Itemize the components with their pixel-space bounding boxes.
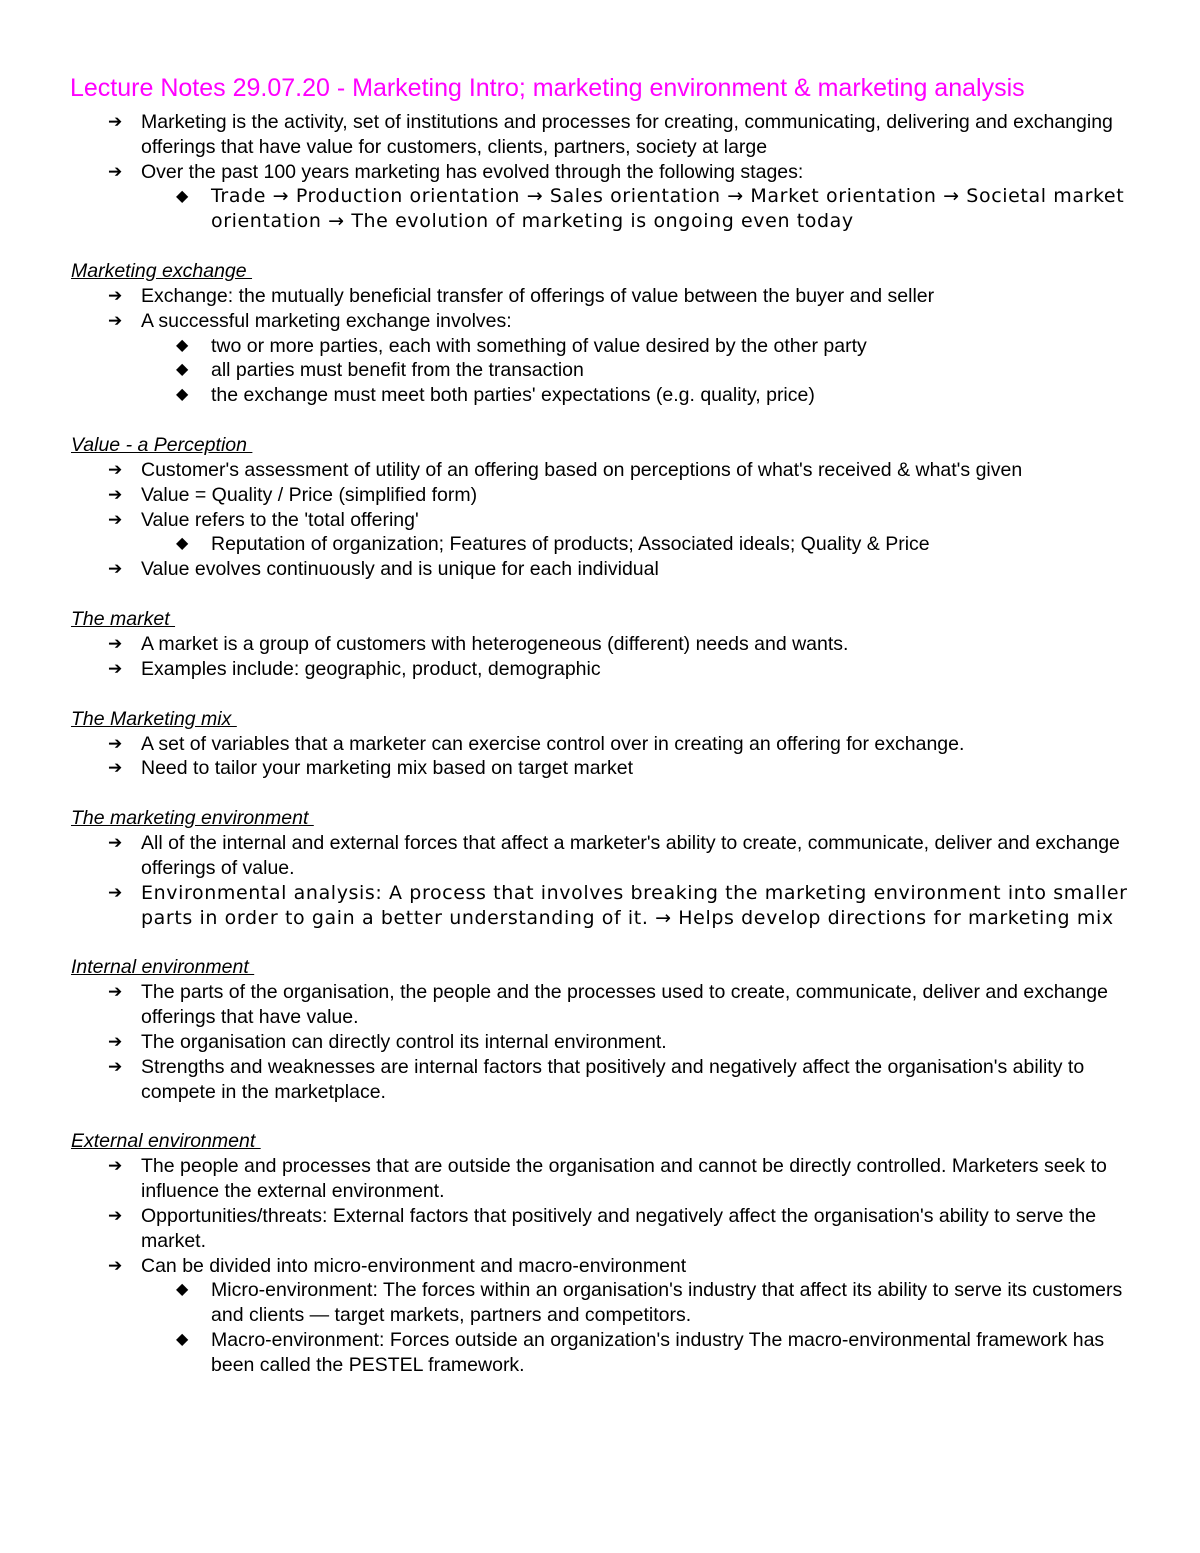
notes-body	[0, 110, 1200, 1377]
list-item	[0, 284, 1200, 309]
arrow-bullet-icon: ➔	[108, 161, 123, 181]
section-market	[0, 607, 1200, 682]
list-item-text: Marketing is the activity, set of institutions and processes for creating, communicating, delivering and exchanging offerings that have value for customers, clients, partners, society at large	[141, 111, 1113, 158]
list-item	[0, 1154, 1200, 1204]
arrow-bullet-icon: ➔	[108, 833, 123, 853]
list-item-text: The people and processes that are outside the organisation and cannot be directly controlled. Marketers seek to influence the external environment.	[141, 1155, 1107, 1203]
sub-list-item-text: two or more parties, each with something of value desired by the other party	[211, 334, 867, 357]
sub-list-item	[0, 358, 1200, 383]
arrow-bullet-icon: ➔	[108, 758, 123, 778]
arrow-bullet-icon: ➔	[108, 633, 123, 653]
section-heading: Internal environment	[71, 956, 255, 979]
list-item-text: Examples include: geographic, product, demographic	[141, 657, 601, 680]
sub-list-item-text: Macro-environment: Forces outside an organization's industry The macro-environmental framework has been called the PESTEL framework.	[211, 1328, 1105, 1376]
list-item-text: Can be divided into micro-environment and macro-environment	[141, 1254, 687, 1277]
section-list	[0, 732, 1200, 782]
list-item	[0, 160, 1200, 185]
diamond-bullet-icon: ◆	[176, 1281, 189, 1299]
arrow-bullet-icon: ➔	[108, 559, 123, 579]
list-item	[0, 831, 1200, 881]
section-list	[0, 1154, 1200, 1377]
list-item	[0, 881, 1200, 931]
arrow-bullet-icon: ➔	[108, 733, 123, 753]
arrow-bullet-icon: ➔	[108, 285, 123, 305]
list-item	[0, 458, 1200, 483]
list-item-text: Strengths and weaknesses are internal factors that positively and negatively affect the organisation's ability to compete in the marketplace.	[141, 1055, 1085, 1103]
section-list	[0, 632, 1200, 682]
sub-list-item	[0, 184, 1200, 234]
section-marketing-environment	[0, 806, 1200, 930]
section-heading: The market	[71, 607, 176, 630]
list-item-text: A set of variables that a marketer can exercise control over in creating an offering for exchange.	[141, 732, 965, 755]
section-list	[0, 980, 1200, 1104]
arrow-bullet-icon: ➔	[108, 1255, 123, 1275]
section-heading: External environment	[71, 1130, 261, 1153]
sub-list-item	[0, 334, 1200, 359]
list-item-text: Value refers to the 'total offering'	[141, 508, 419, 531]
list-item-text: Exchange: the mutually beneficial transfer of offerings of value between the buyer and seller	[141, 284, 935, 307]
section-list	[0, 458, 1200, 582]
arrow-bullet-icon: ➔	[108, 310, 123, 330]
list-item-text: Environmental analysis: A process that involves breaking the marketing environment into smaller parts in order to gain a better understanding of it. → Helps develop directions for marketing mix	[141, 881, 1128, 929]
arrow-bullet-icon: ➔	[108, 982, 123, 1002]
arrow-bullet-icon: ➔	[108, 1156, 123, 1176]
arrow-bullet-icon: ➔	[108, 484, 123, 504]
list-item-text: Value evolves continuously and is unique for each individual	[141, 558, 659, 581]
list-item-text: A successful marketing exchange involves:	[141, 309, 512, 332]
diamond-bullet-icon: ◆	[176, 535, 189, 553]
section-value	[0, 433, 1200, 582]
list-item-text: A market is a group of customers with heterogeneous (different) needs and wants.	[141, 632, 849, 655]
section-heading: Value - a Perception	[71, 433, 253, 456]
sub-list-item	[0, 1328, 1200, 1378]
arrow-bullet-icon: ➔	[108, 112, 123, 131]
list-item	[0, 732, 1200, 757]
section-heading: The Marketing mix	[71, 707, 237, 730]
list-item	[0, 309, 1200, 334]
arrow-bullet-icon: ➔	[108, 658, 123, 678]
intro-list	[0, 110, 1200, 234]
arrow-bullet-icon: ➔	[108, 1031, 123, 1051]
sub-list-item	[0, 383, 1200, 408]
list-item-text: Over the past 100 years marketing has evolved through the following stages:	[141, 160, 804, 183]
list-item	[0, 1254, 1200, 1279]
arrow-bullet-icon: ➔	[108, 509, 123, 529]
list-item	[0, 483, 1200, 508]
sub-list-item-text: all parties must benefit from the transaction	[211, 359, 584, 382]
list-item-text: Value = Quality / Price (simplified form)	[141, 483, 478, 506]
diamond-bullet-icon: ◆	[176, 186, 189, 206]
arrow-bullet-icon: ➔	[108, 1056, 123, 1076]
list-item	[0, 657, 1200, 682]
list-item	[0, 1204, 1200, 1254]
list-item	[0, 632, 1200, 657]
diamond-bullet-icon: ◆	[176, 1330, 189, 1348]
section-list	[0, 284, 1200, 408]
arrow-bullet-icon: ➔	[108, 459, 123, 479]
section-heading: Marketing exchange	[71, 259, 253, 282]
sub-list-item-text: Micro-environment: The forces within an organisation's industry that affect its ability to serve its customers and clients — target markets, partners and competitors.	[211, 1279, 1123, 1327]
list-item-text: Opportunities/threats: External factors that positively and negatively affect the organisation's ability to serve the market.	[141, 1204, 1097, 1252]
section-internal-environment	[0, 955, 1200, 1104]
list-item-text: The parts of the organisation, the people and the processes used to create, communicate, deliver and exchange offerings that have value.	[141, 981, 1108, 1029]
list-item	[0, 980, 1200, 1030]
list-item	[0, 1055, 1200, 1105]
section-list	[0, 831, 1200, 930]
sub-list-item-text: the exchange must meet both parties' expectations (e.g. quality, price)	[211, 384, 815, 407]
section-external-environment	[0, 1129, 1200, 1377]
list-item	[0, 508, 1200, 533]
arrow-bullet-icon: ➔	[108, 882, 123, 903]
diamond-bullet-icon: ◆	[176, 386, 189, 404]
arrow-bullet-icon: ➔	[108, 1205, 123, 1225]
page-title: Lecture Notes 29.07.20 - Marketing Intro; marketing environment & marketing analysis	[70, 74, 1025, 102]
list-item-text: The organisation can directly control its internal environment.	[141, 1030, 667, 1053]
sub-list-item	[0, 1278, 1200, 1328]
list-item	[0, 557, 1200, 582]
sub-list-item-text: Trade → Production orientation → Sales orientation → Market orientation → Societal market orientation → The evolution of marketing is ongoing even today	[211, 185, 1125, 233]
section-heading: The marketing environment	[71, 807, 314, 830]
list-item	[0, 756, 1200, 781]
sub-list-item-text: Reputation of organization; Features of products; Associated ideals; Quality & Price	[211, 533, 930, 556]
sub-list-item	[0, 532, 1200, 557]
diamond-bullet-icon: ◆	[176, 361, 189, 379]
list-item-text: Need to tailor your marketing mix based on target market	[141, 757, 634, 780]
list-item-text: All of the internal and external forces that affect a marketer's ability to create, communicate, deliver and exchange offerings of value.	[141, 832, 1120, 879]
section-marketing-exchange	[0, 259, 1200, 408]
list-item	[0, 1030, 1200, 1055]
section-marketing-mix	[0, 707, 1200, 782]
list-item	[0, 110, 1200, 160]
diamond-bullet-icon: ◆	[176, 336, 189, 354]
list-item-text: Customer's assessment of utility of an offering based on perceptions of what's received & what's given	[141, 458, 1023, 481]
